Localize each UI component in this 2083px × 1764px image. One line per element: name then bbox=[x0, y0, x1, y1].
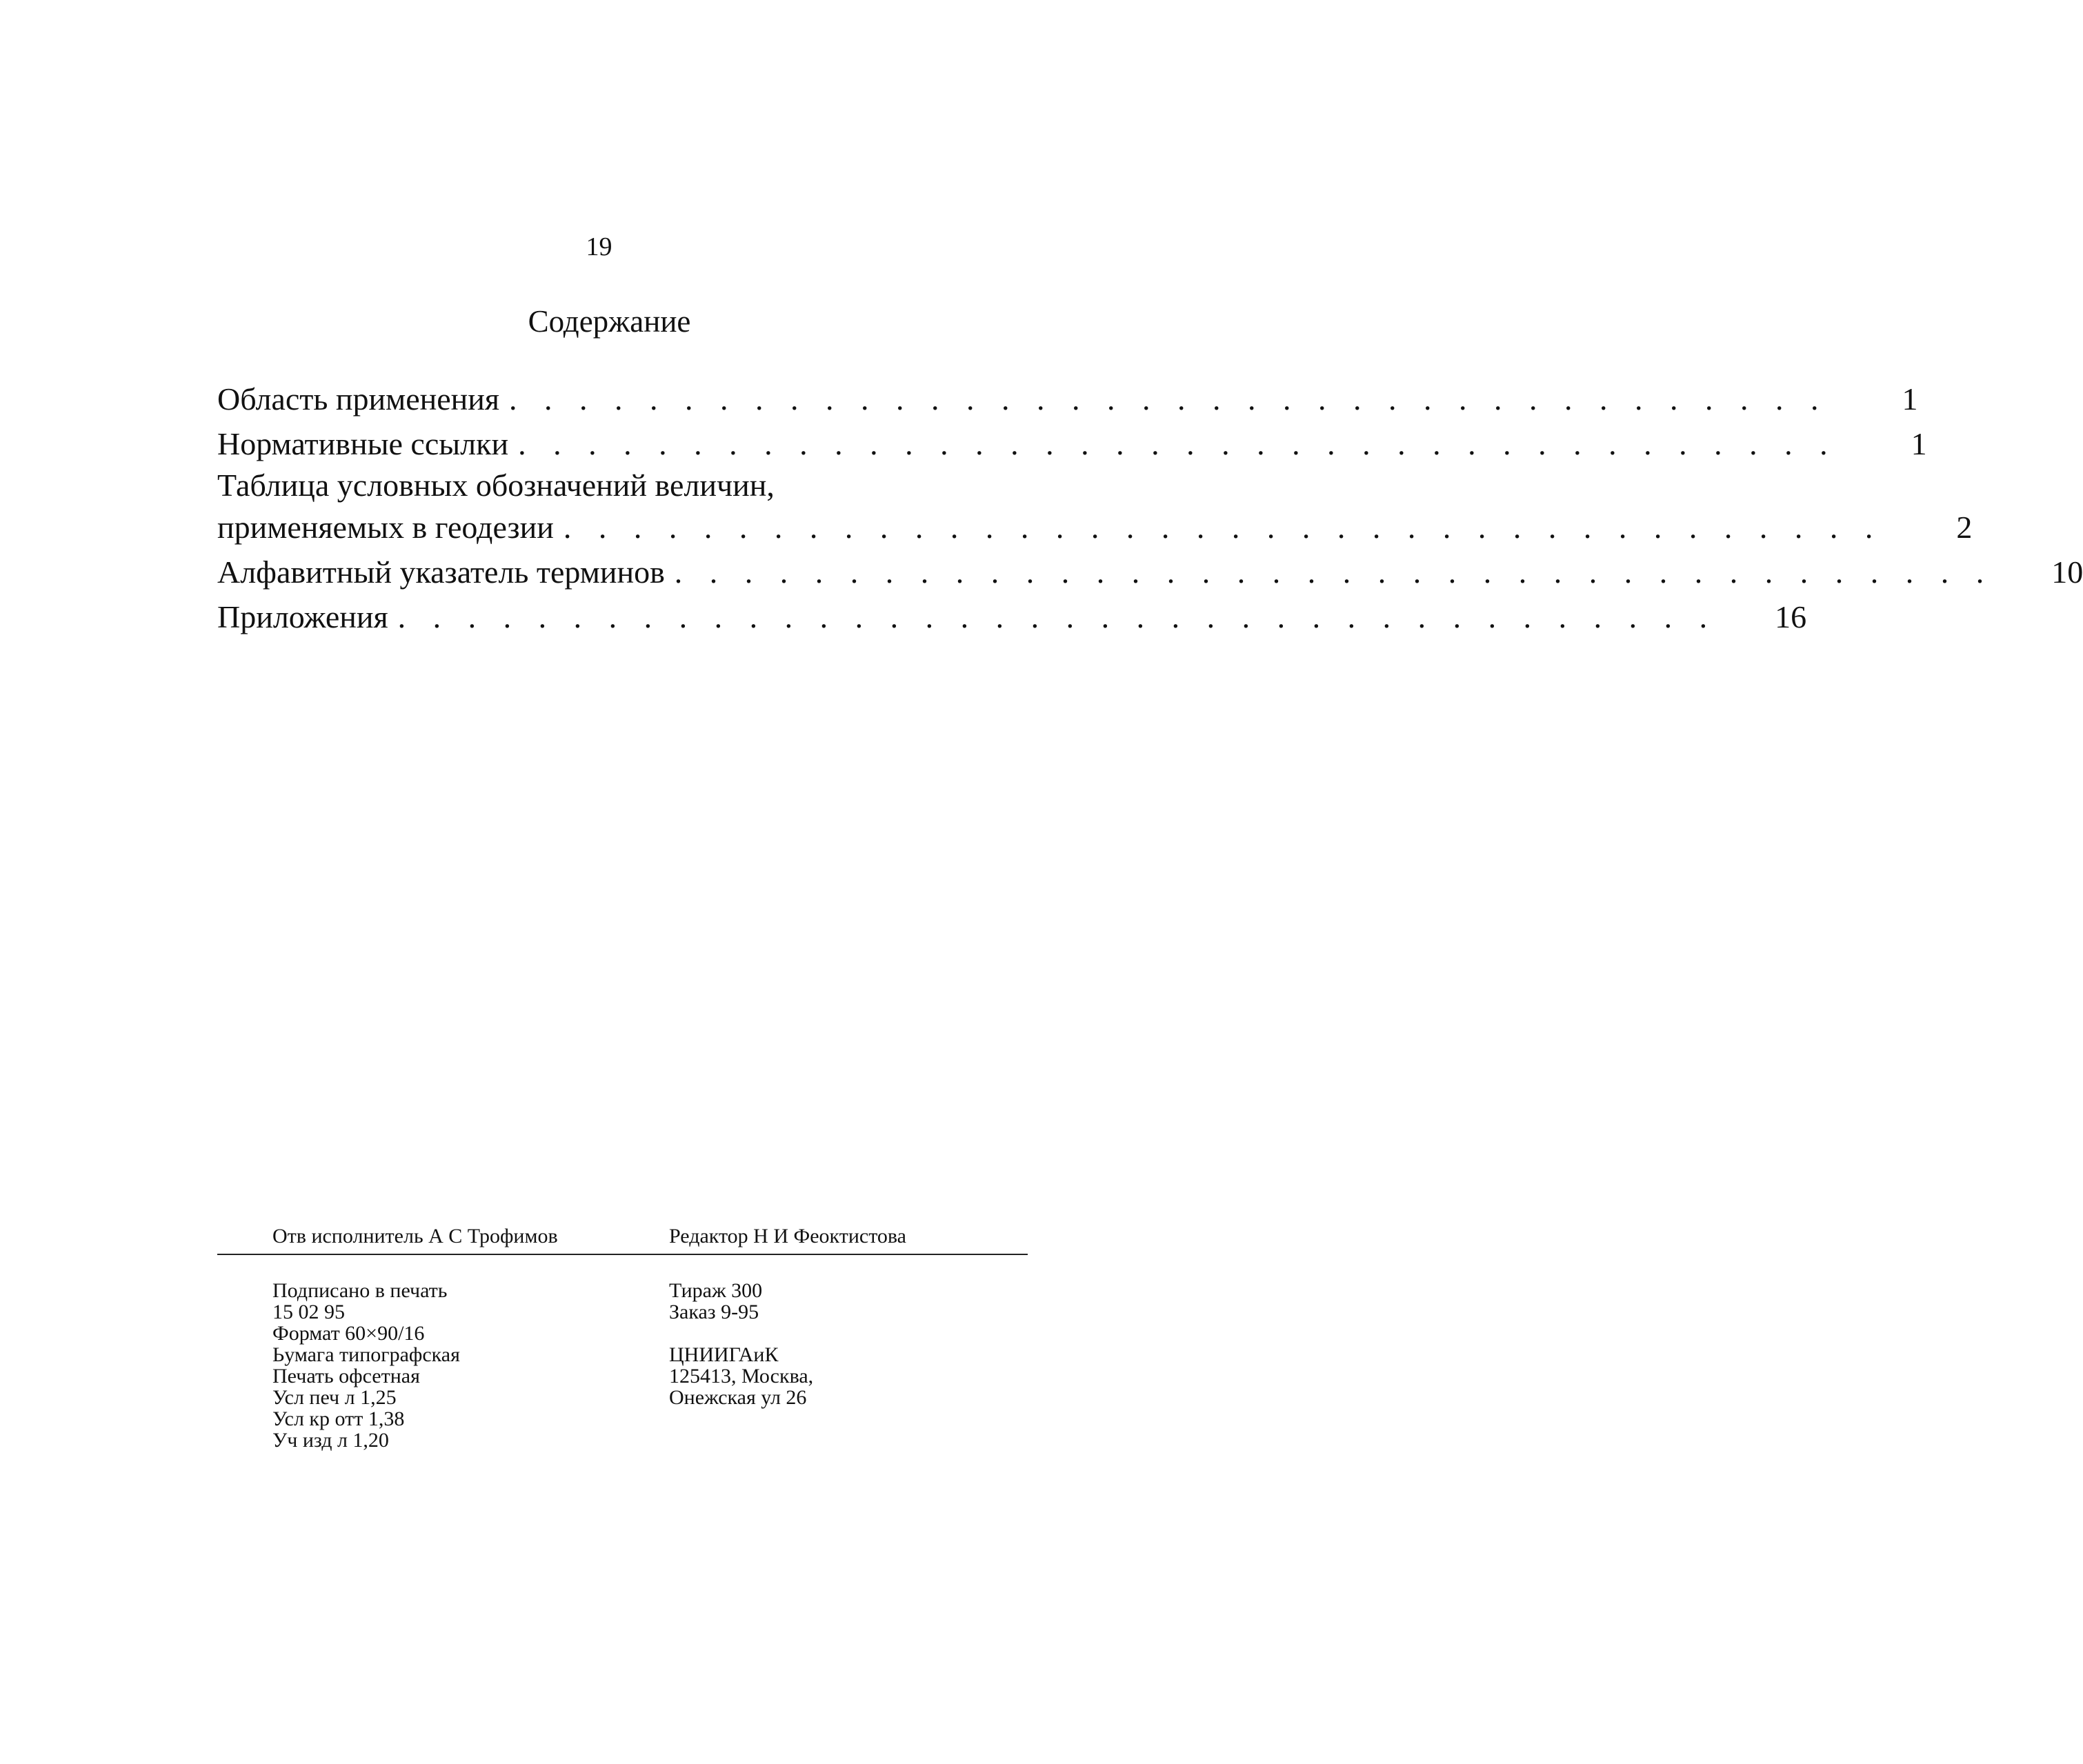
toc-entry-title: Алфавитный указатель терминов bbox=[217, 554, 665, 590]
toc-heading: Содержание bbox=[528, 304, 691, 339]
page-number: 19 bbox=[586, 232, 612, 261]
toc-entry-page: 10 bbox=[2051, 554, 2083, 590]
toc-entry-page: 16 bbox=[1775, 599, 1807, 634]
publisher-sheets: Уч изд л 1,20 bbox=[272, 1429, 389, 1452]
editor: Редактор Н И Феоктистова bbox=[669, 1225, 906, 1247]
signed-for-print-label: Подписано в печать bbox=[272, 1279, 448, 1302]
toc-entry-title-line-2: применяемых в геодезии bbox=[217, 510, 554, 545]
toc-entry-page: 2 bbox=[1956, 510, 1973, 545]
print-method: Печать офсетная bbox=[272, 1365, 420, 1387]
toc-dot-leader: . . . . . . . . . . . . . . . . . . . . . . . . . . . . . . . . . . . . . . bbox=[674, 554, 1994, 590]
toc-entry-title: Приложения bbox=[217, 599, 388, 634]
publisher-name: ЦНИИГАиК bbox=[669, 1343, 779, 1366]
print-details bbox=[272, 1280, 460, 1451]
publisher-postcode-city: 125413, Москва, bbox=[669, 1365, 814, 1387]
publisher-street: Онежская ул 26 bbox=[669, 1386, 807, 1409]
toc-entry-page: 1 bbox=[1902, 381, 1918, 417]
signed-for-print-date: 15 02 95 bbox=[272, 1301, 345, 1323]
responsible-executor: Отв исполнитель А С Трофимов bbox=[272, 1225, 558, 1247]
toc-dot-leader: . . . . . . . . . . . . . . . . . . . . . . . . . . . . . . . . . . . . . . bbox=[518, 426, 1837, 461]
toc-entry-page: 1 bbox=[1911, 426, 1927, 461]
toc-entry-title: Область применения bbox=[217, 381, 500, 417]
toc-dot-leader: . . . . . . . . . . . . . . . . . . . . . . . . . . . . . . . . . . . . . . bbox=[397, 599, 1717, 634]
toc-entry-title-line-1: Таблица условных обозначений величин, bbox=[217, 468, 775, 503]
toc-dot-leader: . . . . . . . . . . . . . . . . . . . . . . . . . . . . . . . . . . . . . . bbox=[563, 510, 1883, 545]
print-run: Тираж 300 bbox=[669, 1279, 763, 1302]
order-number: Заказ 9-95 bbox=[669, 1301, 759, 1323]
toc-entry-title: Нормативные ссылки bbox=[217, 426, 509, 461]
toc-dot-leader: . . . . . . . . . . . . . . . . . . . . . . . . . . . . . . . . . . . . . . bbox=[509, 381, 1828, 417]
color-impressions: Усл кр отт 1,38 bbox=[272, 1407, 405, 1430]
paper-type: Ьумага типографская bbox=[272, 1343, 460, 1366]
divider-line bbox=[217, 1254, 1028, 1255]
printed-sheets: Усл печ л 1,25 bbox=[272, 1386, 397, 1409]
format: Формат 60×90/16 bbox=[272, 1322, 425, 1345]
publication-details bbox=[669, 1280, 813, 1408]
